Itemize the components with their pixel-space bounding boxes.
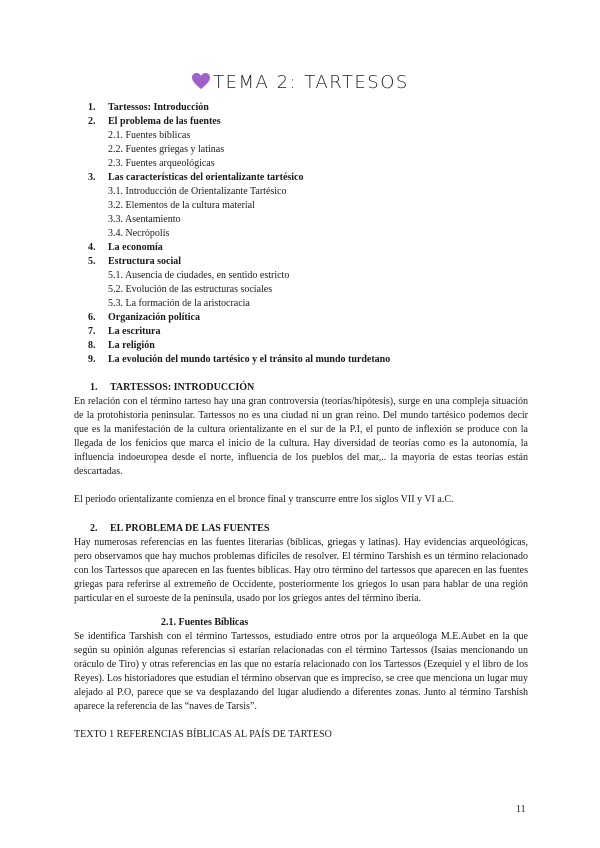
- toc-item: [88, 171, 528, 185]
- paragraph: Se identifica Tarshish con el término Tartessos, estudiado entre otros por la arqueóloga M.E.Aubet en la que según su opinión algunas referencias si estarían relacionadas con el término Tartessos (Isaías mencionando un oráculo de Tiro) y otras referencias en las que no estaría relacionado con los Tartessos (Ezequiel y el libro de los Reyes). Los historiadores que estudian el término observan que es impreciso, se cree que menciona un lugar muy alejado al P.O, parece que se va desplazando del lugar aludiendo a diferentes zonas. Junto al término Tarshish aparece la referencia de las “naves de Tarsis”.: [74, 631, 528, 712]
- toc-subitem: 2.1. Fuentes bíblicas: [108, 130, 191, 141]
- toc-item: [88, 339, 528, 353]
- toc-item: [88, 241, 528, 255]
- section-2-1: [74, 616, 528, 714]
- toc-subitem: 5.2. Evolución de las estructuras sociales: [108, 284, 273, 295]
- toc-subitem: 2.3. Fuentes arqueológicas: [108, 158, 215, 169]
- toc-subitem: 3.1. Introducción de Orientalizante Tartésico: [108, 186, 287, 197]
- paragraph: En relación con el término tarteso hay una gran controversia (teorías/hipótesis), surge en una compleja situación de la protohistoria peninsular. Tartessos no es una ciudad ni un gran reino. Del mundo tartésico podemos decir que es la manifestación de la cultura orientalizante en el sur de la P.I, el punto de inflexión se produce con la llegada de los fenicios que marca el inicio de la cultura. Hay diversidad de teorías como es la autonomía, la influencia indoeuropea desde el norte, influencia de los pueblos del mar,.. la mayoría de estas teorías están descartadas.: [74, 396, 528, 477]
- toc-item: [88, 325, 528, 339]
- paragraph: Hay numerosas referencias en las fuentes literarias (bíblicas, griegas y latinas). Hay evidencias arqueológicas, pero observamos que hay muchos problemas difíciles de resolver. El término Tarshish es un término relacionado con los Tartessos que aparecen en las fuentes bíblicas. Hay otro término del tartessos que aparecen en las fuentes griegas para referirse al extremeño de Occidente, posteriormente los griegos lo usan para hablar de una región particular en el suroeste de la península, usado por los griegos antes del término iberia.: [74, 537, 528, 604]
- toc-item-label: La economía: [108, 242, 163, 253]
- toc-item-label: Estructura social: [108, 256, 182, 267]
- title-text: TEMA 2: TARTESOS: [213, 72, 409, 93]
- page-title: [0, 72, 600, 93]
- toc-item-label: La escritura: [108, 326, 161, 337]
- purple-heart-icon: [191, 72, 211, 90]
- toc-item-number: 3.: [88, 172, 96, 183]
- toc-item: [88, 353, 528, 367]
- toc-subitem: 3.3. Asentamiento: [108, 214, 181, 225]
- toc-item: [88, 311, 528, 325]
- toc-subitem: 5.3. La formación de la aristocracia: [108, 298, 250, 309]
- toc-item-number: 8.: [88, 340, 96, 351]
- toc-item: [88, 101, 528, 115]
- toc-item-label: La religión: [108, 340, 155, 351]
- section-number: 2.: [90, 523, 98, 534]
- toc-item: [88, 115, 528, 129]
- toc-item-label: El problema de las fuentes: [108, 116, 221, 127]
- toc-item-number: 2.: [88, 116, 96, 127]
- page-number: 11: [516, 804, 526, 815]
- toc-subitem: 2.2. Fuentes griegas y latinas: [108, 144, 225, 155]
- toc-item: [88, 255, 528, 269]
- toc-subitem: 5.1. Ausencia de ciudades, en sentido estricto: [108, 270, 290, 281]
- section-1: [74, 381, 528, 507]
- section-heading: [74, 522, 528, 536]
- paragraph: El periodo orientalizante comienza en el bronce final y transcurre entre los siglos VII y VI a.C.: [74, 494, 454, 505]
- toc-item-number: 4.: [88, 242, 96, 253]
- toc-subitem: 3.2. Elementos de la cultura material: [108, 200, 255, 211]
- toc-item-label: Las características del orientalizante tartésico: [108, 172, 304, 183]
- table-of-contents: [88, 101, 528, 367]
- toc-item-label: Organización política: [108, 312, 200, 323]
- toc-item-number: 5.: [88, 256, 96, 267]
- section-title: TARTESSOS: INTRODUCCIÓN: [110, 382, 255, 393]
- subsection-heading: 2.1. Fuentes Bíblicas: [161, 617, 249, 628]
- section-number: 1.: [90, 382, 98, 393]
- section-title: EL PROBLEMA DE LAS FUENTES: [110, 523, 270, 534]
- toc-item-label: La evolución del mundo tartésico y el tránsito al mundo turdetano: [108, 354, 391, 365]
- toc-item-number: 7.: [88, 326, 96, 337]
- section-2: [74, 522, 528, 606]
- text-reference: TEXTO 1 REFERENCIAS BÍBLICAS AL PAÍS DE TARTESO: [74, 729, 332, 740]
- toc-item-label: Tartessos: Introducción: [108, 102, 209, 113]
- toc-item-number: 9.: [88, 354, 96, 365]
- toc-subitem: 3.4. Necrópolis: [108, 228, 170, 239]
- toc-item-number: 1.: [88, 102, 96, 113]
- toc-item-number: 6.: [88, 312, 96, 323]
- section-heading: [74, 381, 528, 395]
